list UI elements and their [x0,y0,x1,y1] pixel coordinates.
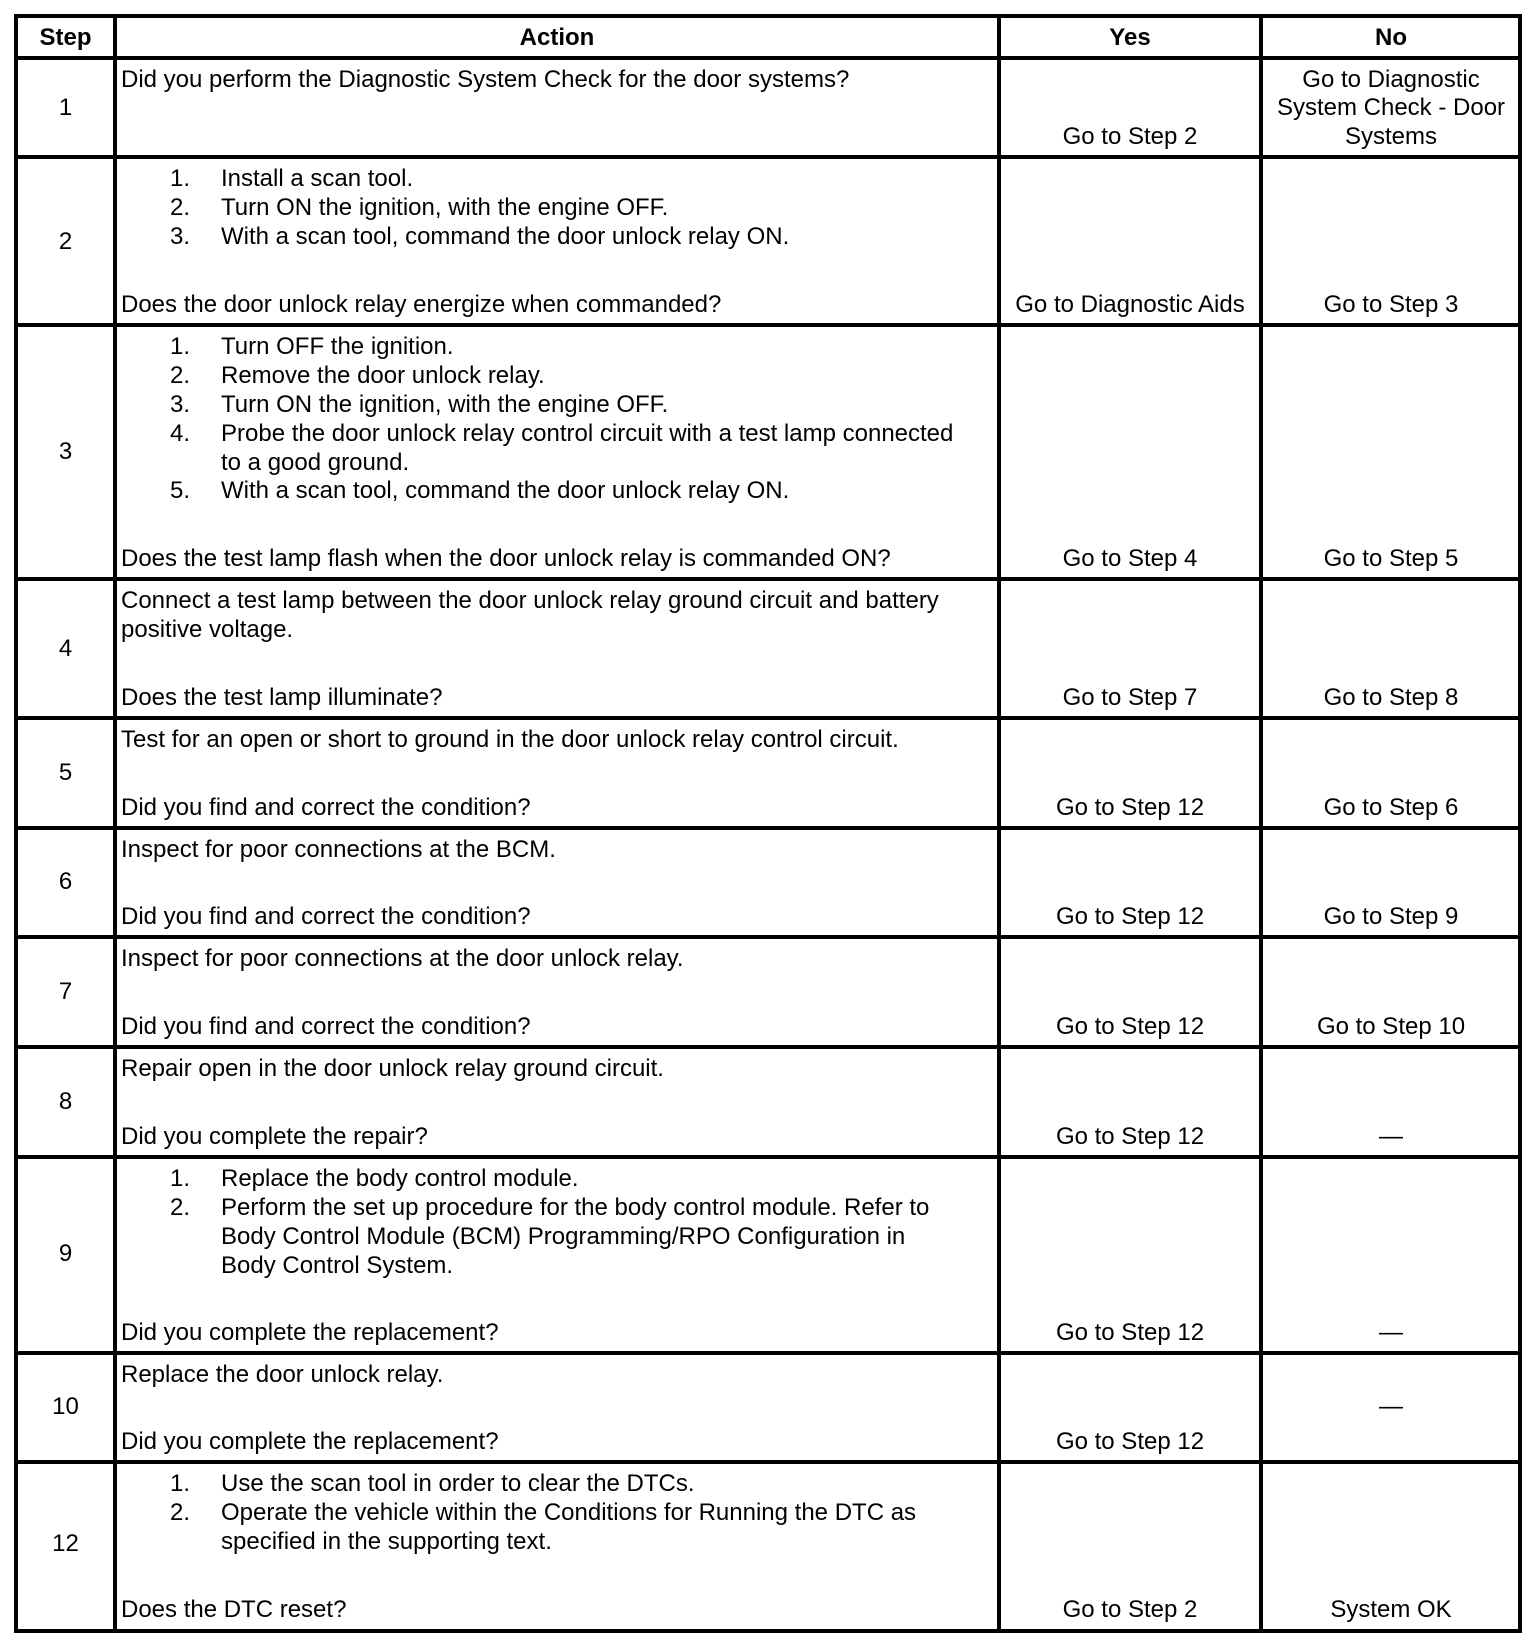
action-list-item-continued: Body Control Module (BCM) Programming/RPO Configuration in [221,1223,906,1250]
step-number: 4 [58,635,73,662]
action-question: Does the test lamp illuminate? [121,684,443,711]
list-number: 4. [169,420,190,447]
no-result: Go to Step 6 [1323,794,1459,821]
list-number: 2. [169,1499,190,1526]
action-text: Test for an open or short to ground in the door unlock relay control circuit. [121,726,899,753]
no-result: Systems [1344,123,1437,150]
action-list-item: With a scan tool, command the door unlock relay ON. [221,477,790,504]
yes-result: Go to Step 12 [1055,1123,1205,1150]
action-text: Did you perform the Diagnostic System Check for the door systems? [121,66,850,93]
table-rule [1259,14,1263,1633]
action-list-item: Turn OFF the ignition. [221,333,454,360]
list-number: 5. [169,477,190,504]
action-list-item-continued: Body Control System. [221,1252,454,1279]
header-no: No [1375,24,1407,51]
action-question: Does the test lamp flash when the door unlock relay is commanded ON? [121,545,891,572]
table-rule [113,14,117,1633]
list-number: 2. [169,362,190,389]
yes-result: Go to Step 12 [1055,903,1205,930]
action-question: Did you complete the repair? [121,1123,428,1150]
action-text: Inspect for poor connections at the BCM. [121,836,556,863]
action-list-item: Probe the door unlock relay control circuit with a test lamp connected [221,420,954,447]
header-action: Action [519,24,595,51]
action-list-item: Perform the set up procedure for the body control module. Refer to [221,1194,930,1221]
yes-result: Go to Diagnostic Aids [1015,291,1245,318]
no-result: System Check - Door [1276,94,1506,121]
action-text: positive voltage. [121,616,294,643]
action-question: Does the DTC reset? [121,1596,347,1623]
no-result: Go to Diagnostic [1302,66,1480,93]
action-question: Did you complete the replacement? [121,1319,499,1346]
action-list-item: Operate the vehicle within the Conditions for Running the DTC as [221,1499,917,1526]
no-result: Go to Step 3 [1323,291,1459,318]
step-number: 10 [52,1393,79,1420]
yes-result: Go to Step 12 [1055,1428,1205,1455]
no-result: Go to Step 8 [1323,684,1459,711]
action-list-item: Turn ON the ignition, with the engine OFF. [221,194,669,221]
no-result: Go to Step 10 [1316,1013,1466,1040]
no-result: — [1379,1393,1403,1420]
step-number: 5 [58,759,73,786]
yes-result: Go to Step 12 [1055,1013,1205,1040]
action-text: Inspect for poor connections at the door unlock relay. [121,945,684,972]
step-number: 9 [58,1240,73,1267]
step-number: 3 [58,438,73,465]
step-number: 12 [52,1530,79,1557]
list-number: 1. [169,1470,190,1497]
action-question: Did you complete the replacement? [121,1428,499,1455]
action-question: Did you find and correct the condition? [121,794,531,821]
action-list-item: Turn ON the ignition, with the engine OFF. [221,391,669,418]
action-list-item-continued: specified in the supporting text. [221,1528,552,1555]
header-yes: Yes [1109,24,1151,51]
header-step: Step [39,24,92,51]
table-rule [14,323,1522,327]
no-result: System OK [1330,1596,1452,1623]
action-list-item: Use the scan tool in order to clear the DTCs. [221,1470,695,1497]
step-number: 6 [58,868,73,895]
table-rule [14,577,1522,581]
table-rule [14,1155,1522,1159]
table-rule [997,14,1001,1633]
table-rule [14,14,1522,18]
table-rule [14,14,18,1633]
action-list-item: With a scan tool, command the door unlock relay ON. [221,223,790,250]
list-number: 3. [169,223,190,250]
table-rule [14,155,1522,159]
list-number: 3. [169,391,190,418]
yes-result: Go to Step 7 [1062,684,1198,711]
list-number: 2. [169,194,190,221]
table-rule [14,56,1522,60]
step-number: 2 [58,228,73,255]
action-text: Replace the door unlock relay. [121,1361,444,1388]
step-number: 8 [58,1088,73,1115]
no-result: Go to Step 9 [1323,903,1459,930]
yes-result: Go to Step 12 [1055,794,1205,821]
yes-result: Go to Step 2 [1062,123,1198,150]
action-text: Connect a test lamp between the door unlock relay ground circuit and battery [121,587,939,614]
no-result: — [1379,1319,1403,1346]
action-text: Repair open in the door unlock relay ground circuit. [121,1055,664,1082]
action-list-item: Replace the body control module. [221,1165,579,1192]
table-rule [14,935,1522,939]
table-rule [14,1045,1522,1049]
list-number: 2. [169,1194,190,1221]
no-result: — [1379,1123,1403,1150]
yes-result: Go to Step 12 [1055,1319,1205,1346]
table-rule [14,1460,1522,1464]
yes-result: Go to Step 4 [1062,545,1198,572]
action-list-item-continued: to a good ground. [221,449,410,476]
step-number: 7 [58,978,73,1005]
action-question: Did you find and correct the condition? [121,903,531,930]
list-number: 1. [169,165,190,192]
action-question: Does the door unlock relay energize when commanded? [121,291,722,318]
table-rule [1518,14,1522,1633]
action-list-item: Remove the door unlock relay. [221,362,545,389]
table-rule [14,1351,1522,1355]
action-question: Did you find and correct the condition? [121,1013,531,1040]
step-number: 1 [58,94,73,121]
list-number: 1. [169,333,190,360]
list-number: 1. [169,1165,190,1192]
table-rule [14,1629,1522,1633]
table-rule [14,716,1522,720]
table-rule [14,826,1522,830]
action-list-item: Install a scan tool. [221,165,414,192]
no-result: Go to Step 5 [1323,545,1459,572]
yes-result: Go to Step 2 [1062,1596,1198,1623]
